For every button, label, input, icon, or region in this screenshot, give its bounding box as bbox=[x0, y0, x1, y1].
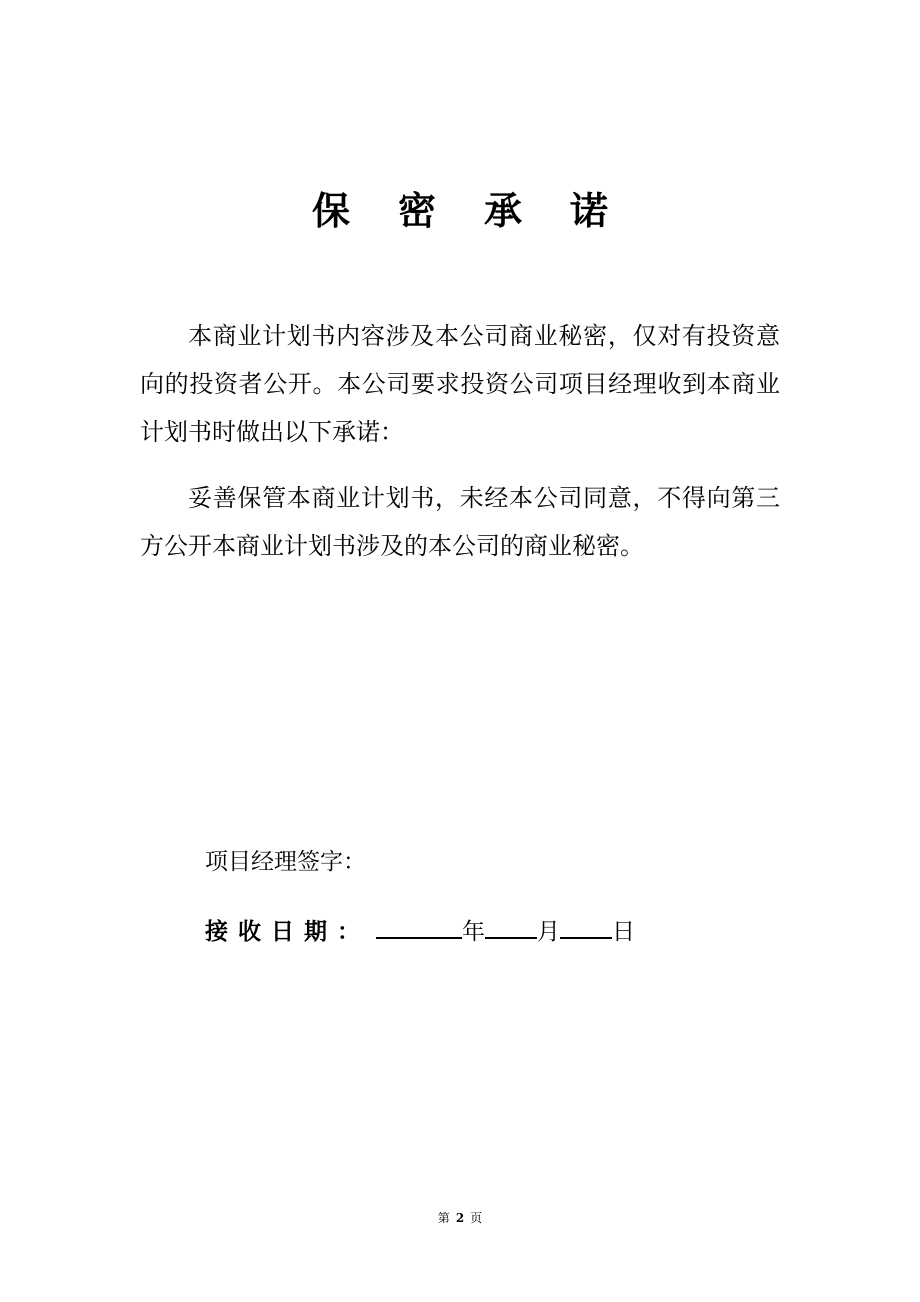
confidentiality-paragraph-2: 妥善保管本商业计划书，未经本公司同意，不得向第三方公开本商业计划书涉及的本公司的商业秘密。 bbox=[140, 484, 780, 560]
receipt-date-row bbox=[205, 909, 635, 952]
page-footer bbox=[0, 1208, 920, 1228]
title-char: 保 bbox=[311, 188, 350, 233]
confidentiality-paragraph-1: 本商业计划书内容涉及本公司商业秘密，仅对有投资意向的投资者公开。本公司要求投资公司项目经理收到本商业计划书时做出以下承诺： bbox=[140, 322, 780, 446]
title-char: 承 bbox=[484, 188, 523, 233]
year-blank bbox=[376, 909, 462, 939]
receipt-date-label: 接收日期： bbox=[205, 919, 370, 945]
day-unit: 日 bbox=[612, 919, 635, 945]
signature-label: 项目经理签字： bbox=[205, 849, 366, 875]
day-blank bbox=[560, 909, 612, 939]
month-blank bbox=[485, 909, 537, 939]
footer-suffix: 页 bbox=[470, 1211, 483, 1225]
page-number: 2 bbox=[455, 1211, 465, 1225]
year-unit: 年 bbox=[462, 919, 485, 945]
title-char: 诺 bbox=[570, 188, 609, 233]
title-char: 密 bbox=[397, 188, 436, 233]
page-title bbox=[0, 183, 920, 239]
footer-prefix: 第 bbox=[437, 1211, 450, 1225]
month-unit: 月 bbox=[537, 919, 560, 945]
